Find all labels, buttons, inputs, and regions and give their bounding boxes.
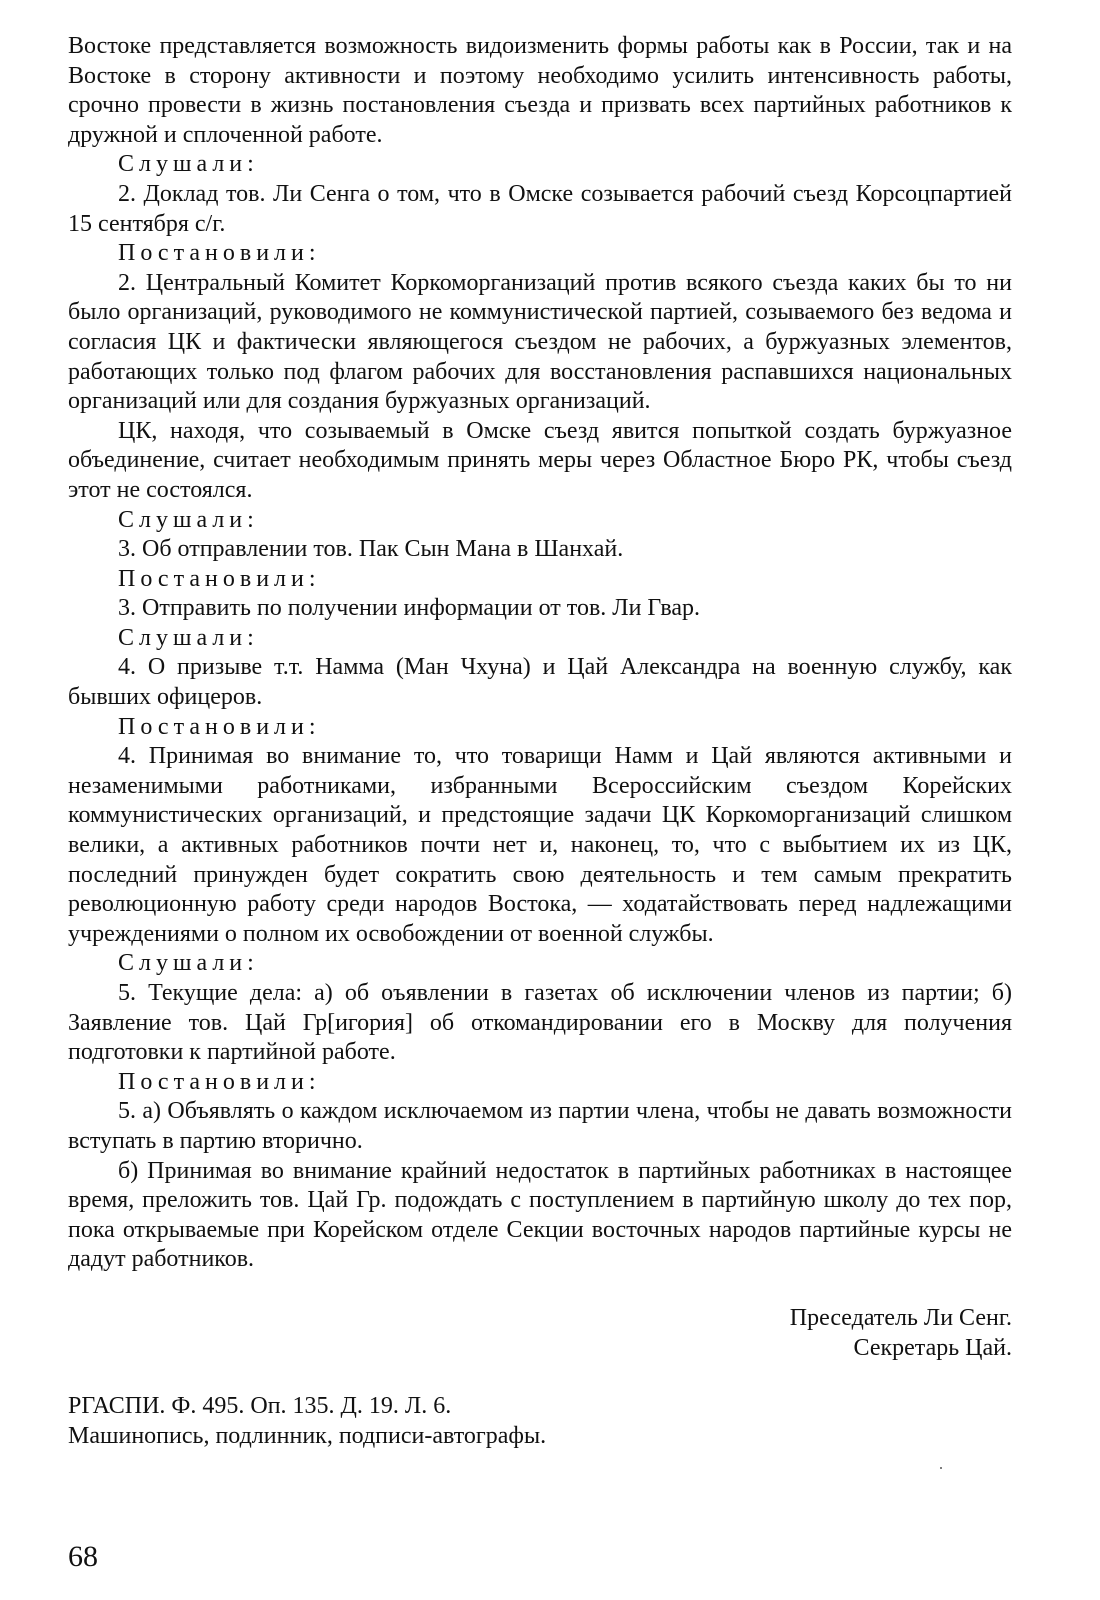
document-body [68,32,1012,1275]
section-heading: Постановили: [118,713,321,740]
page-number: 68 [68,1540,98,1573]
secretary-signature: Секретарь Цай. [853,1334,1012,1361]
section-heading: Слушали: [118,950,259,977]
section-heading: Слушали: [118,506,259,533]
section-heading: Слушали: [118,151,259,178]
section-heading: Постановили: [118,565,321,592]
section-heading: Постановили: [118,1068,321,1095]
continued-paragraph: Востоке представляется возможность видоизменить формы работы как в России, так и на Востоке в сторону активности и поэтому необходимо усилить интенсивность работы, срочно провести в жизнь постановления съезда и призвать всех партийных работников к дружной и сплоченной работе. [68,33,1012,148]
paragraph: 2. Центральный Комитет Коркоморганизаций против всякого съезда каких бы то ни было организаций, руководимого не коммунистической партией, созываемого без ведома и согласия ЦК и фактически являющегося съездом не рабочих, а буржуазных элементов, работающих только под флагом рабочих для восстановления распавшихся национальных организаций или для создания буржуазных организаций. [68,269,1012,415]
document-note: Машинопись, подлинник, подписи-автографы. [68,1422,547,1449]
paragraph: 2. Доклад тов. Ли Сенга о том, что в Омске созывается рабочий съезд Корсоцпартией 15 сентября с/г. [68,180,1012,237]
document-page [68,32,1012,1451]
paragraph: б) Принимая во внимание крайний недостаток в партийных работниках в настоящее время, преложить тов. Цай Гр. подождать с поступлением в партийную школу до тех пор, пока открываемые при Корейском отделе Секции восточных народов партийные курсы не дадут работников. [68,1157,1012,1273]
section-heading: Слушали: [118,624,259,651]
archive-reference [68,1391,1012,1451]
scan-speck [940,1467,942,1469]
paragraph: 3. Об отправлении тов. Пак Сын Мана в Шанхай. [118,536,624,563]
paragraph: 5. Текущие дела: а) об оъявлении в газетах об исключении членов из партии; б) Заявление тов. Цай Гр[игория] об откомандировании его в Москву для получения подготовки к партийной работе. [68,980,1012,1066]
paragraph: 4. Принимая во внимание то, что товарищи Намм и Цай являются активными и незаменимыми работниками, избранными Всероссийским съездом Корейских коммунистических организаций, и предстоящие задачи ЦК Коркоморганизаций слишком велики, а активных работников почти нет и, наконец, то, что с выбытием их из ЦК, последний принужден будет сократить свою деятельность и тем самым прекратить революционную работу среди народов Востока, — ходатайствовать перед надлежащими учреждениями о полном их освобождении от военной службы. [68,743,1012,947]
section-heading: Постановили: [118,240,321,267]
paragraph: 4. О призыве т.т. Намма (Ман Чхуна) и Цай Александра на военную службу, как бывших офицеров. [68,654,1012,711]
paragraph: ЦК, находя, что созываемый в Омске съезд явится попыткой создать буржуазное объединение, считает необходимым принять меры через Областное Бюро РК, чтобы съезд этот не состоялся. [68,417,1012,503]
chairman-signature: Преседатель Ли Сенг. [789,1304,1012,1331]
archive-citation: РГАСПИ. Ф. 495. Оп. 135. Д. 19. Л. 6. [68,1392,452,1419]
paragraph: 3. Отправить по получении информации от тов. Ли Гвар. [118,595,701,622]
paragraph: 5. а) Объявлять о каждом исключаемом из партии члена, чтобы не давать возможности вступать в партию вторично. [68,1098,1012,1154]
signature-block [68,1303,1012,1363]
